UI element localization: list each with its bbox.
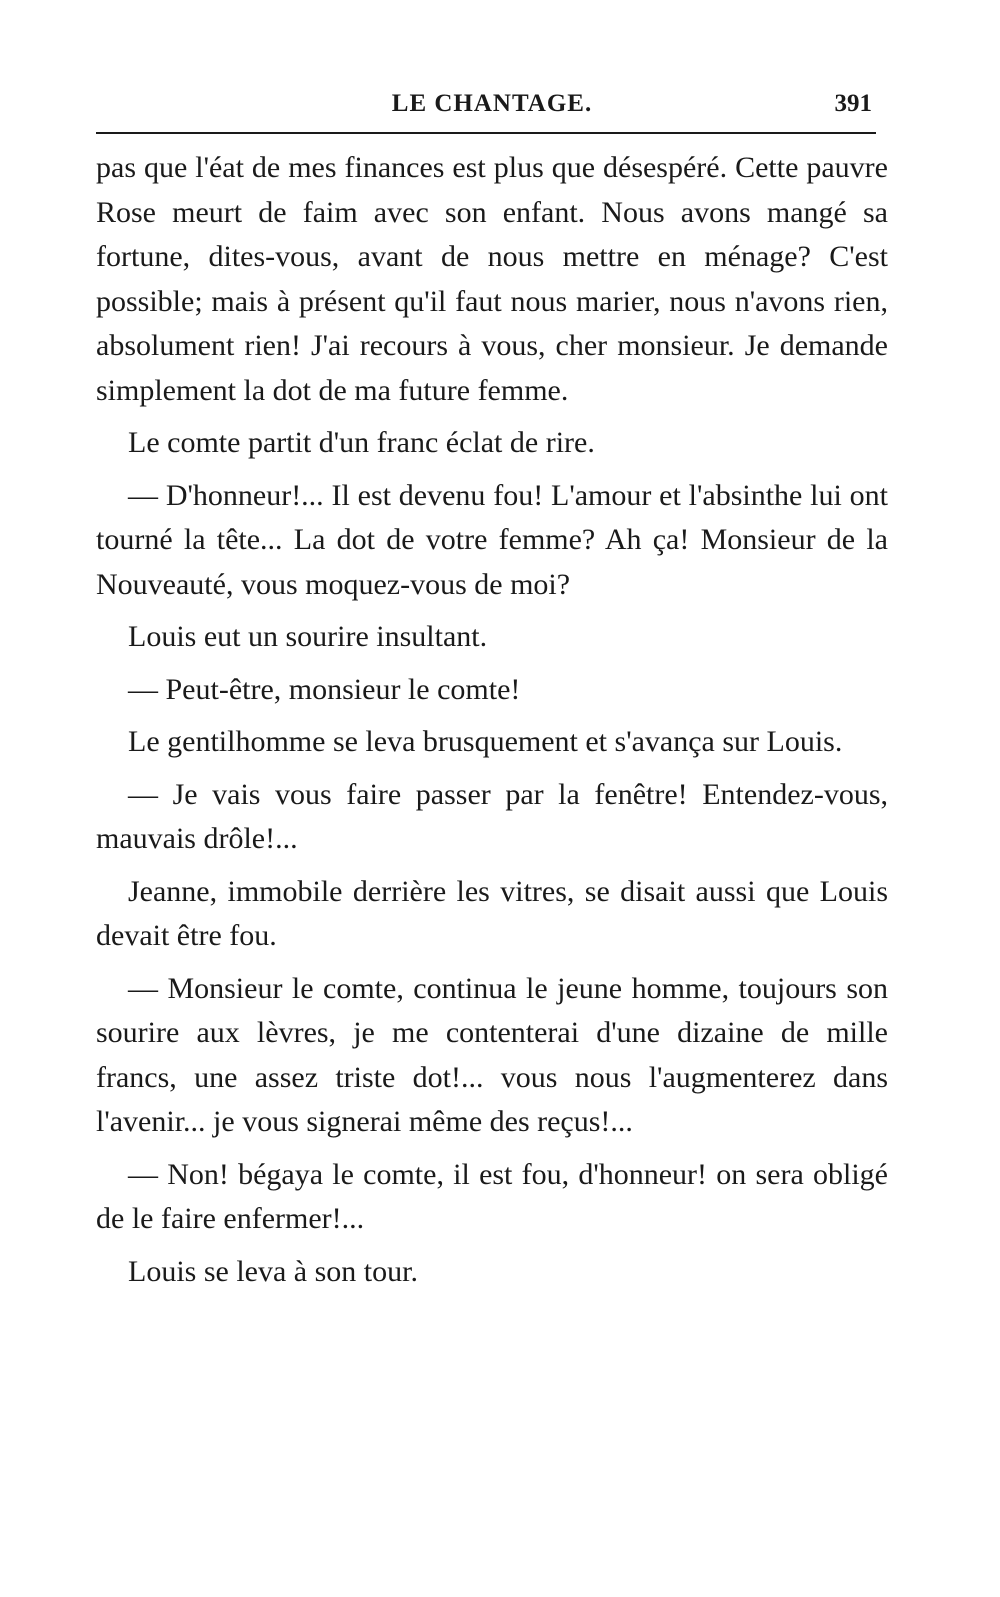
paragraph-6: Le gentilhomme se leva brusquement et s'avança sur Louis. [128, 725, 843, 758]
paragraph-8: Jeanne, immobile derrière les vitres, se disait aussi que Louis devait être fou. [96, 874, 888, 952]
running-title: LE CHANTAGE. [391, 90, 593, 117]
paragraph-2: Le comte partit d'un franc éclat de rire. [128, 426, 595, 459]
paragraph-11: Louis se leva à son tour. [128, 1254, 418, 1288]
paragraph-7: — Je vais vous faire passer par la fenêtre! Entendez-vous, mauvais drôle!... [96, 777, 888, 855]
paragraph-9: — Monsieur le comte, continua le jeune homme, toujours son sourire aux lèvres, je me contenterai d'une dizaine de mille francs, une assez triste dot!... vous nous l'augmenterez dans l'avenir... je vous signerai même des reçus!... [96, 971, 888, 1138]
page-number: 391 [834, 90, 872, 117]
book-page [96, 80, 888, 1302]
paragraph-4: Louis eut un sourire insultant. [128, 620, 488, 653]
paragraph-10: — Non! bégaya le comte, il est fou, d'honneur! on sera obligé de le faire enfermer!... [96, 1157, 888, 1235]
page-body [96, 146, 888, 1294]
header-rule [96, 132, 876, 134]
paragraph-5: — Peut-être, monsieur le comte! [128, 672, 521, 706]
page-header [96, 80, 888, 124]
paragraph-1: pas que l'éat de mes finances est plus que désespéré. Cette pauvre Rose meurt de faim avec son enfant. Nous avons mangé sa fortune, dites-vous, avant de nous mettre en ménage? C'est possible; mais à présent qu'il faut nous marier, nous n'avons rien, absolument rien! J'ai recours à vous, cher monsieur. Je demande simplement la dot de ma future femme. [96, 151, 888, 407]
paragraph-3: — D'honneur!... Il est devenu fou! L'amour et l'absinthe lui ont tourné la tête... La dot de votre femme? Ah ça! Monsieur de la Nouveauté, vous moquez-vous de moi? [96, 478, 888, 601]
